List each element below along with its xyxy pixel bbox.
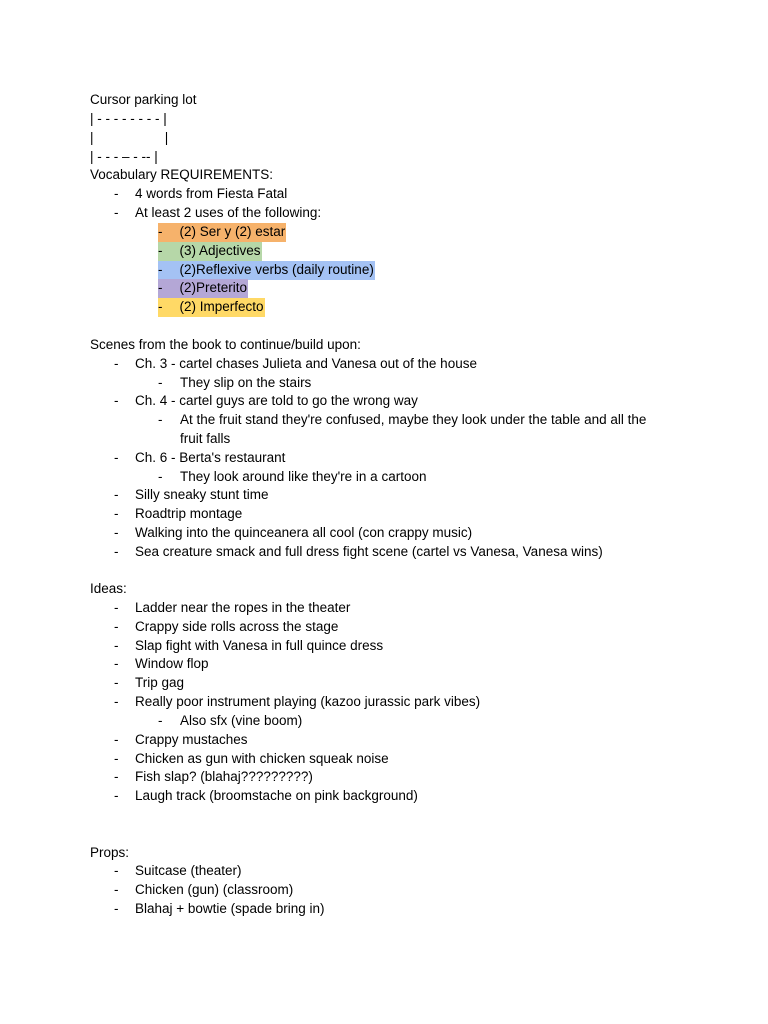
list-item: Crappy mustaches	[135, 732, 248, 747]
bullet-dash: -	[114, 544, 119, 559]
bullet-dash: -	[114, 732, 119, 747]
ideas-heading: Ideas:	[90, 581, 127, 596]
highlighted-list-item	[158, 298, 265, 317]
highlighted-text: (3) Adjectives	[179, 243, 261, 258]
bullet-dash: -	[114, 656, 119, 671]
list-item: Ch. 4 - cartel guys are told to go the wrong way	[135, 393, 418, 408]
sub-list-item-continued: fruit falls	[180, 431, 231, 446]
highlighted-list-item	[158, 279, 248, 298]
bullet-dash: -	[158, 224, 163, 239]
list-item: Chicken as gun with chicken squeak noise	[135, 751, 389, 766]
list-item: Fish slap? (blahaj?????????)	[135, 769, 313, 784]
list-item: Sea creature smack and full dress fight scene (cartel vs Vanesa, Vanesa wins)	[135, 544, 603, 559]
highlighted-list-item	[158, 261, 375, 280]
scenes-heading: Scenes from the book to continue/build upon:	[90, 337, 361, 352]
list-item: Ch. 3 - cartel chases Julieta and Vanesa out of the house	[135, 356, 477, 371]
highlighted-text: (2) Ser y (2) estar	[179, 224, 286, 239]
list-item: At least 2 uses of the following:	[135, 205, 322, 220]
list-item: Silly sneaky stunt time	[135, 487, 269, 502]
bullet-dash: -	[114, 506, 119, 521]
sub-list-item: They look around like they're in a cartoon	[180, 469, 427, 484]
list-item: Chicken (gun) (classroom)	[135, 882, 294, 897]
bullet-dash: -	[158, 713, 163, 728]
cursor-box-line: | |	[90, 130, 169, 145]
bullet-dash: -	[114, 356, 119, 371]
bullet-dash: -	[114, 751, 119, 766]
list-item: Laugh track (broomstache on pink background)	[135, 788, 418, 803]
list-item: 4 words from Fiesta Fatal	[135, 186, 288, 201]
bullet-dash: -	[114, 487, 119, 502]
highlighted-text: (2)Preterito	[179, 280, 248, 295]
bullet-dash: -	[114, 788, 119, 803]
bullet-dash: -	[158, 375, 163, 390]
bullet-dash: -	[114, 186, 119, 201]
list-item: Ladder near the ropes in the theater	[135, 600, 351, 615]
bullet-dash: -	[158, 469, 163, 484]
list-item: Crappy side rolls across the stage	[135, 619, 339, 634]
bullet-dash: -	[114, 525, 119, 540]
list-item: Slap fight with Vanesa in full quince dress	[135, 638, 384, 653]
bullet-dash: -	[158, 412, 163, 427]
cursor-box-line: | - - - – - -- |	[90, 149, 158, 164]
bullet-dash: -	[114, 638, 119, 653]
highlighted-list-item	[158, 223, 286, 242]
cursor-box-line: | - - - - - - - - |	[90, 111, 167, 126]
bullet-dash: -	[158, 299, 163, 314]
bullet-dash: -	[114, 675, 119, 690]
bullet-dash: -	[114, 863, 119, 878]
list-item: Walking into the quinceanera all cool (con crappy music)	[135, 525, 473, 540]
bullet-dash: -	[114, 450, 119, 465]
bullet-dash: -	[158, 243, 163, 258]
list-item: Blahaj + bowtie (spade bring in)	[135, 901, 325, 916]
bullet-dash: -	[158, 262, 163, 277]
sub-list-item: At the fruit stand they're confused, maybe they look under the table and all the	[180, 412, 647, 427]
vocab-heading: Vocabulary REQUIREMENTS:	[90, 167, 274, 182]
cursor-parking-title: Cursor parking lot	[90, 92, 197, 107]
list-item: Suitcase (theater)	[135, 863, 242, 878]
bullet-dash: -	[114, 205, 119, 220]
bullet-dash: -	[114, 619, 119, 634]
list-item: Ch. 6 - Berta's restaurant	[135, 450, 286, 465]
list-item: Really poor instrument playing (kazoo jurassic park vibes)	[135, 694, 481, 709]
bullet-dash: -	[114, 882, 119, 897]
bullet-dash: -	[114, 769, 119, 784]
bullet-dash: -	[114, 600, 119, 615]
highlighted-list-item	[158, 242, 262, 261]
list-item: Roadtrip montage	[135, 506, 243, 521]
highlighted-text: (2)Reflexive verbs (daily routine)	[179, 262, 374, 277]
props-heading: Props:	[90, 845, 130, 860]
bullet-dash: -	[114, 901, 119, 916]
highlighted-text: (2) Imperfecto	[179, 299, 264, 314]
list-item: Window flop	[135, 656, 209, 671]
bullet-dash: -	[114, 393, 119, 408]
bullet-dash: -	[114, 694, 119, 709]
list-item: Trip gag	[135, 675, 185, 690]
sub-list-item: Also sfx (vine boom)	[180, 713, 303, 728]
sub-list-item: They slip on the stairs	[180, 375, 312, 390]
bullet-dash: -	[158, 280, 163, 295]
